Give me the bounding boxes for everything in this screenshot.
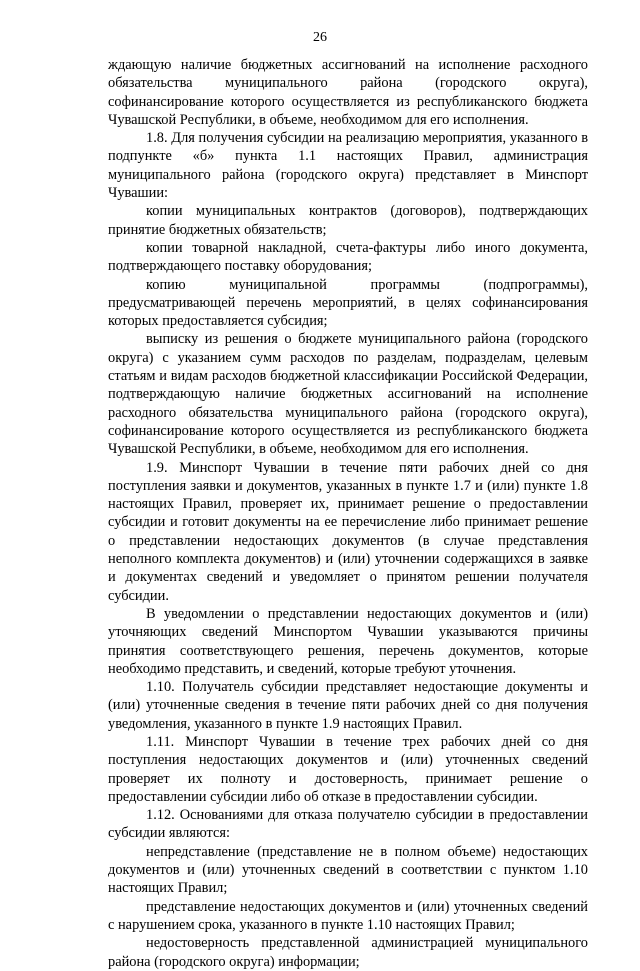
paragraph: 1.11. Минспорт Чувашии в течение трех рабочих дней со дня поступления недостающих документов и (или) уточненных сведений проверяет их полноту и достоверность, принимает решение о предоставлении субсидии либо об отказе в предоставлении субсидии. <box>108 733 588 805</box>
paragraph: выписку из решения о бюджете муниципального района (городского округа) с указанием сумм расходов по разделам, подразделам, целевым статьям и видам расходов бюджетной классификации Российской Федерации, подтверждающую наличие бюджетных ассигнований на исполнение расходного обязательства муниципального района (городского округа), софинансирование которого осуществляется из республиканского бюджета Чувашской Республики, в объеме, необходимом для его исполнения. <box>108 331 588 458</box>
paragraph: ждающую наличие бюджетных ассигнований на исполнение расходного обязательства муниципального района (городского округа), софинансирование которого осуществляется из республиканского бюджета Чувашской Республики, в объеме, необходимом для его исполнения. <box>108 57 588 128</box>
paragraph: недостоверность представленной администрацией муниципального района (городского округа) информации; <box>108 935 588 970</box>
paragraph: копии товарной накладной, счета-фактуры либо иного документа, подтверждающего поставку оборудования; <box>108 239 588 275</box>
paragraph: представление недостающих документов и (или) уточненных сведений с нарушением срока, указанного в пункте 1.10 настоящих Правил; <box>108 898 588 933</box>
paragraph: копию муниципальной программы (подпрограммы), предусматривающей перечень мероприятий, в целях софинансирования которых предоставляется субсидия; <box>108 276 588 330</box>
paragraph: копии муниципальных контрактов (договоров), подтверждающих принятие бюджетных обязательств; <box>108 203 588 238</box>
paragraph: 1.9. Минспорт Чувашии в течение пяти рабочих дней со дня поступления заявки и документов, указанных в пункте 1.7 и (или) пункте 1.8 настоящих Правил, проверяет их, принимает решение о предоставлении субсидии и готовит документы на ее перечисление либо принимает решение о представлении недостающих документов (в случае представления неполного комплекта документов) и (или) уточнении содержащихся в заявке и документах сведений и уведомляет о принятом решении получателя субсидии. <box>108 459 588 604</box>
paragraph: В уведомлении о представлении недостающих документов и (или) уточняющих сведений Минспортом Чувашии указываются причины принятия соответствующего решения, перечень документов, которые необходимо представить, и сведений, которые требуют уточнения. <box>108 605 588 677</box>
paragraph: 1.12. Основаниями для отказа получателю субсидии в предоставлении субсидии являются: <box>108 807 588 842</box>
page-number: 26 <box>313 30 327 45</box>
paragraph: 1.10. Получатель субсидии представляет недостающие документы и (или) уточненные сведения в течение пяти рабочих дней со дня получения уведомления, указанного в пункте 1.9 настоящих Правил. <box>108 679 588 732</box>
document-body <box>108 56 588 971</box>
paragraph: непредставление (представление не в полном объеме) недостающих документов и (или) уточненных сведений в соответствии с пунктом 1.10 настоящих Правил; <box>108 843 588 897</box>
paragraph: 1.8. Для получения субсидии на реализацию мероприятия, указанного в подпункте «б» пункта 1.1 настоящих Правил, администрация муниципального района (городского округа) представляет в Минспорт Чувашии: <box>108 130 588 202</box>
